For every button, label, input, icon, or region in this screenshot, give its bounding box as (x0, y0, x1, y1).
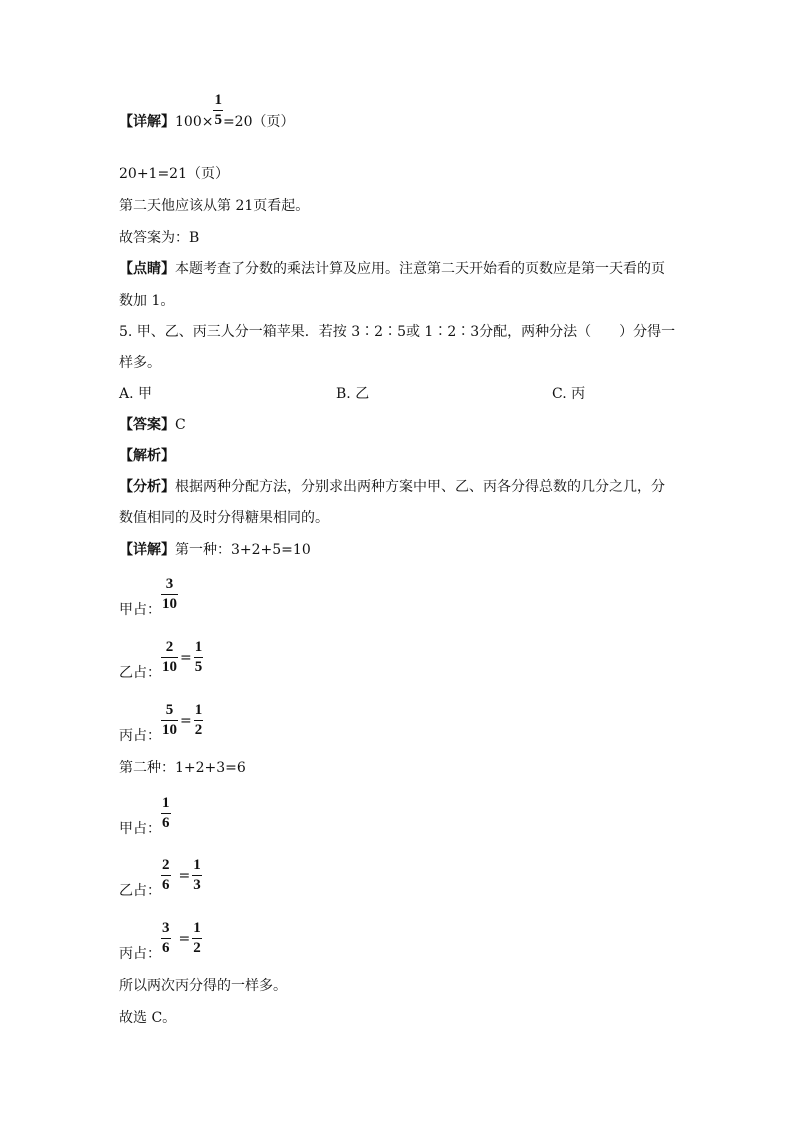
fenxi-line-1 (119, 477, 665, 497)
line-answer-b: 故答案为：B (119, 230, 200, 246)
jiexi-label: 【解析】 (119, 448, 175, 464)
option-a: A. 甲 (119, 386, 153, 402)
fraction-1-3: $\frac{1}{3}$ (193, 857, 201, 893)
first-yi-row: 乙占： $\frac{2}{10}$ = $\frac{1}{5}$ (119, 639, 203, 681)
question-5-line-1: 5. 甲、乙、丙三人分一箱苹果．若按 3∶2∶5或 1∶2∶3分配，两种分法（ ）分得一 (119, 324, 676, 340)
detail-line-1 (119, 91, 295, 132)
dianjing-line-1 (119, 259, 665, 279)
option-c: C. 丙 (552, 386, 586, 402)
second-bing-row: 丙占： $\frac{3}{6}$ = $\frac{1}{2}$ (119, 920, 201, 962)
option-b: B. 乙 (336, 386, 370, 402)
detail-prefix: 100× (175, 114, 214, 130)
dianjing-label: 【点睛】 (119, 261, 175, 277)
fraction-2-10: $\frac{2}{10}$ (162, 639, 177, 675)
detail2-label: 【详解】 (119, 542, 175, 558)
detail-suffix: =20（页） (222, 114, 295, 130)
conclusion-line: 所以两次丙分得的一样多。 (119, 978, 287, 994)
detail2-text: 第一种：3+2+5=10 (175, 542, 311, 558)
detail-label: 【详解】 (119, 114, 175, 130)
fraction-1-5: $\frac{1}{5}$ (194, 639, 203, 675)
answer-line (119, 415, 186, 435)
line-start-page: 第二天他应该从第 21页看起。 (119, 198, 310, 214)
answer-value: C (175, 417, 186, 433)
fraction-one-fifth: $\frac{1}{5}$ (214, 91, 222, 128)
fenxi-label: 【分析】 (119, 479, 175, 495)
fraction-2-6: $\frac{2}{6}$ (162, 857, 170, 893)
answer-label: 【答案】 (119, 417, 175, 433)
second-jia-row: 甲占： $\frac{1}{6}$ (119, 795, 170, 837)
second-yi-row: 乙占： $\frac{2}{6}$ = $\frac{1}{3}$ (119, 857, 201, 899)
first-jia-row: 甲占： $\frac{3}{10}$ (119, 576, 177, 618)
fraction-3-6: $\frac{3}{6}$ (162, 920, 170, 956)
final-answer-line: 故选 C。 (119, 1010, 177, 1026)
fraction-1-2-second: $\frac{1}{2}$ (193, 920, 201, 956)
fraction-1-6: $\frac{1}{6}$ (162, 795, 170, 831)
second-scheme-title: 第二种：1+2+3=6 (119, 760, 246, 776)
fraction-1-2: $\frac{1}{2}$ (194, 702, 203, 738)
fraction-3-10: $\frac{3}{10}$ (162, 576, 177, 612)
question-5-line-2: 样多。 (119, 355, 161, 371)
line-20-plus-1: 20+1=21（页） (119, 166, 229, 182)
fenxi-text-1: 根据两种分配方法，分别求出两种方案中甲、乙、丙各分得总数的几分之几，分 (175, 479, 665, 495)
detail-line-2 (119, 540, 311, 560)
first-bing-row: 丙占： $\frac{5}{10}$ = $\frac{1}{2}$ (119, 702, 203, 744)
fenxi-line-2: 数值相同的及时分得糖果相同的。 (119, 510, 329, 526)
dianjing-line-2: 数加 1。 (119, 293, 175, 309)
dianjing-text-1: 本题考查了分数的乘法计算及应用。注意第二天开始看的页数应是第一天看的页 (175, 261, 665, 277)
fraction-5-10: $\frac{5}{10}$ (162, 702, 177, 738)
